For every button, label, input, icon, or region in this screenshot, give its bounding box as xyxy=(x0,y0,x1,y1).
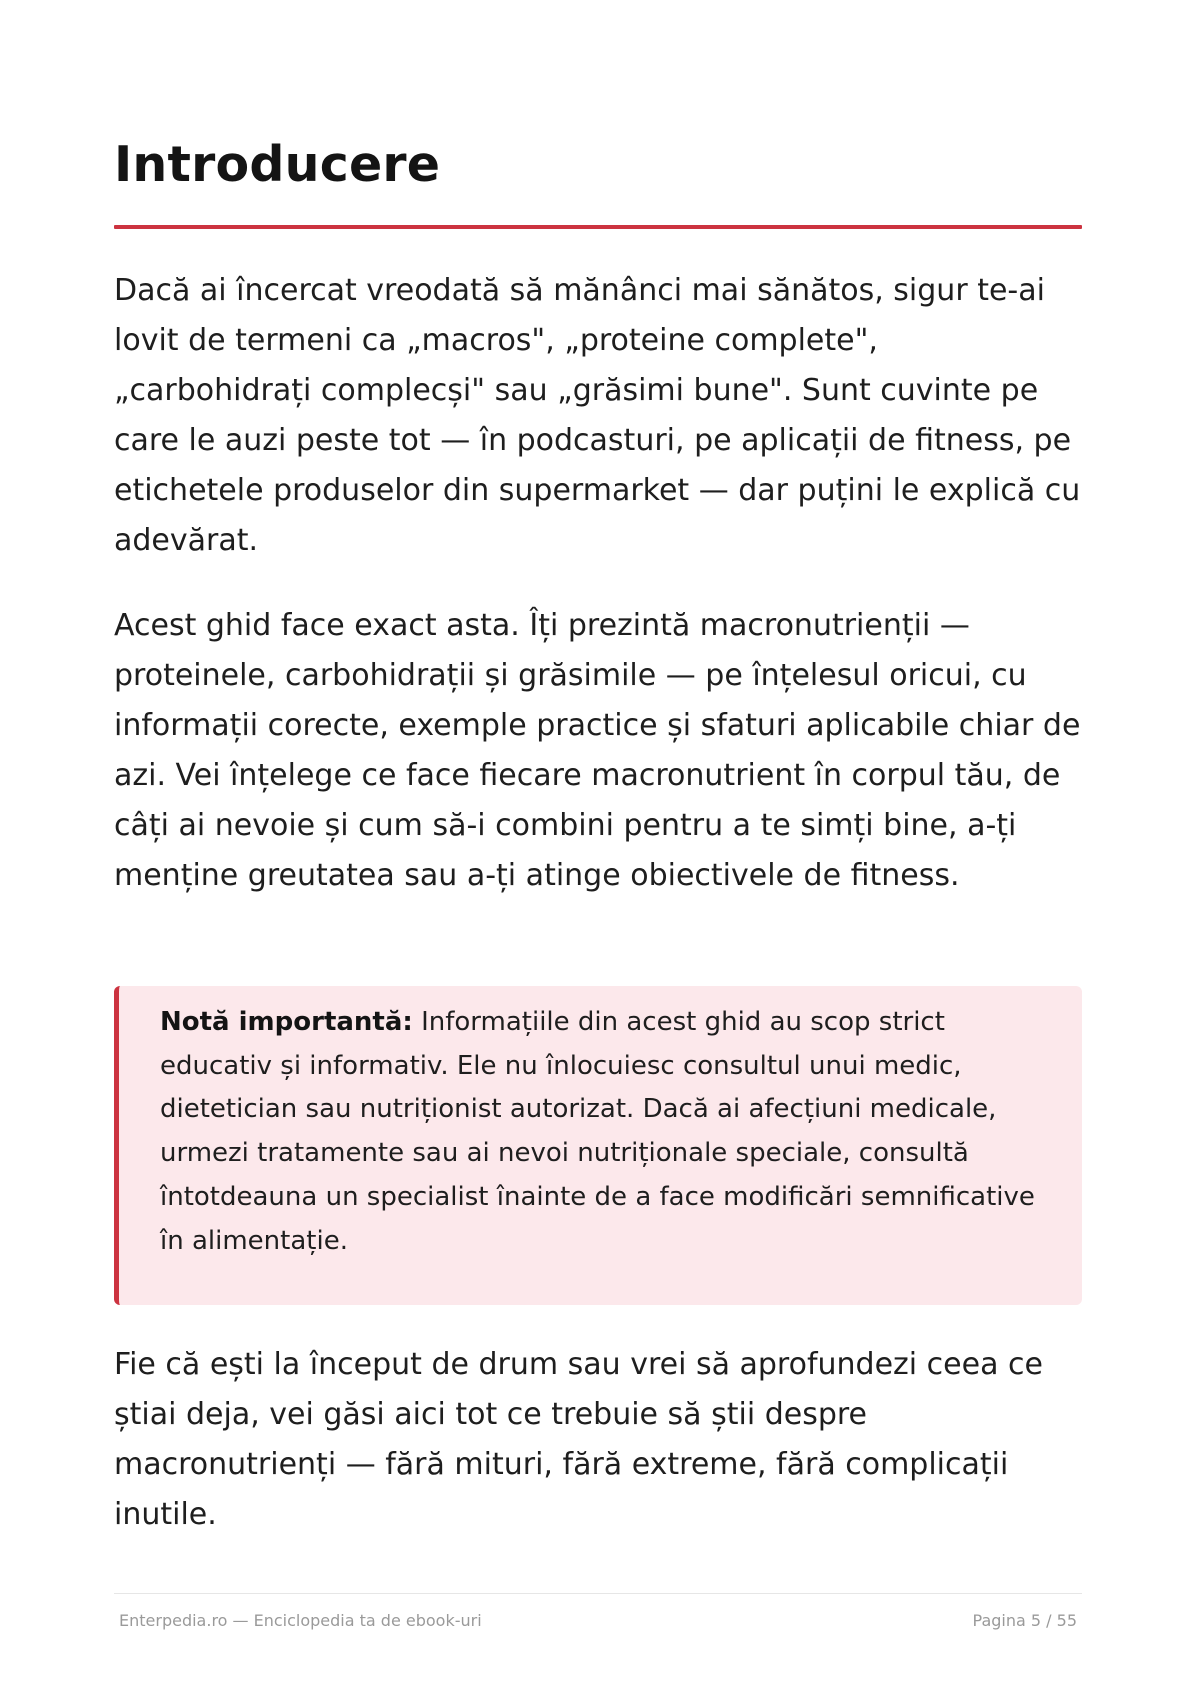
footer-site-name: Enterpedia.ro — Enciclopedia ta de ebook-uri xyxy=(119,1611,482,1630)
intro-paragraph-3: Fie că ești la început de drum sau vrei să aprofundezi ceea ce știai deja, vei găsi aici tot ce trebuie să știi despre macronutrienți — fără mituri, fără extreme, fără complicații inutile. xyxy=(114,1347,1043,1532)
note-text-block xyxy=(160,1001,1065,1263)
title-divider xyxy=(114,225,1082,229)
footer-page-number: Pagina 5 / 55 xyxy=(972,1611,1077,1630)
page-title: Introducere xyxy=(114,136,441,193)
note-label: Notă importantă: xyxy=(160,1007,413,1037)
note-body: Informațiile din acest ghid au scop strict educativ și informativ. Ele nu înlocuiesc consultul unui medic, dietetician sau nutriționist autorizat. Dacă ai afecțiuni medicale, urmezi tratamente sau ai nevoi nutriționale speciale, consultă întotdeauna un specialist înainte de a face modificări semnificative în alimentație. xyxy=(160,1007,1035,1256)
important-note-callout xyxy=(114,986,1082,1305)
footer-divider xyxy=(114,1593,1082,1594)
intro-paragraph-2: Acest ghid face exact asta. Îți prezintă macronutrienții — proteinele, carbohidrații și grăsimile — pe înțelesul oricui, cu informații corecte, exemple practice și sfaturi aplicabile chiar de azi. Vei înțelege ce face fiecare macronutrient în corpul tău, de câți ai nevoie și cum să-i combini pentru a te simți bine, a-ți menține greutatea sau a-ți atinge obiectivele de fitness. xyxy=(114,608,1081,893)
intro-paragraph-1: Dacă ai încercat vreodată să mănânci mai sănătos, sigur te-ai lovit de termeni ca „macros", „proteine complete", „carbohidrați complecși" sau „grăsimi bune". Sunt cuvinte pe care le auzi peste tot — în podcasturi, pe aplicații de fitness, pe etichetele produselor din supermarket — dar puțini le explică cu adevărat. xyxy=(114,273,1081,558)
document-page xyxy=(114,0,1082,1683)
